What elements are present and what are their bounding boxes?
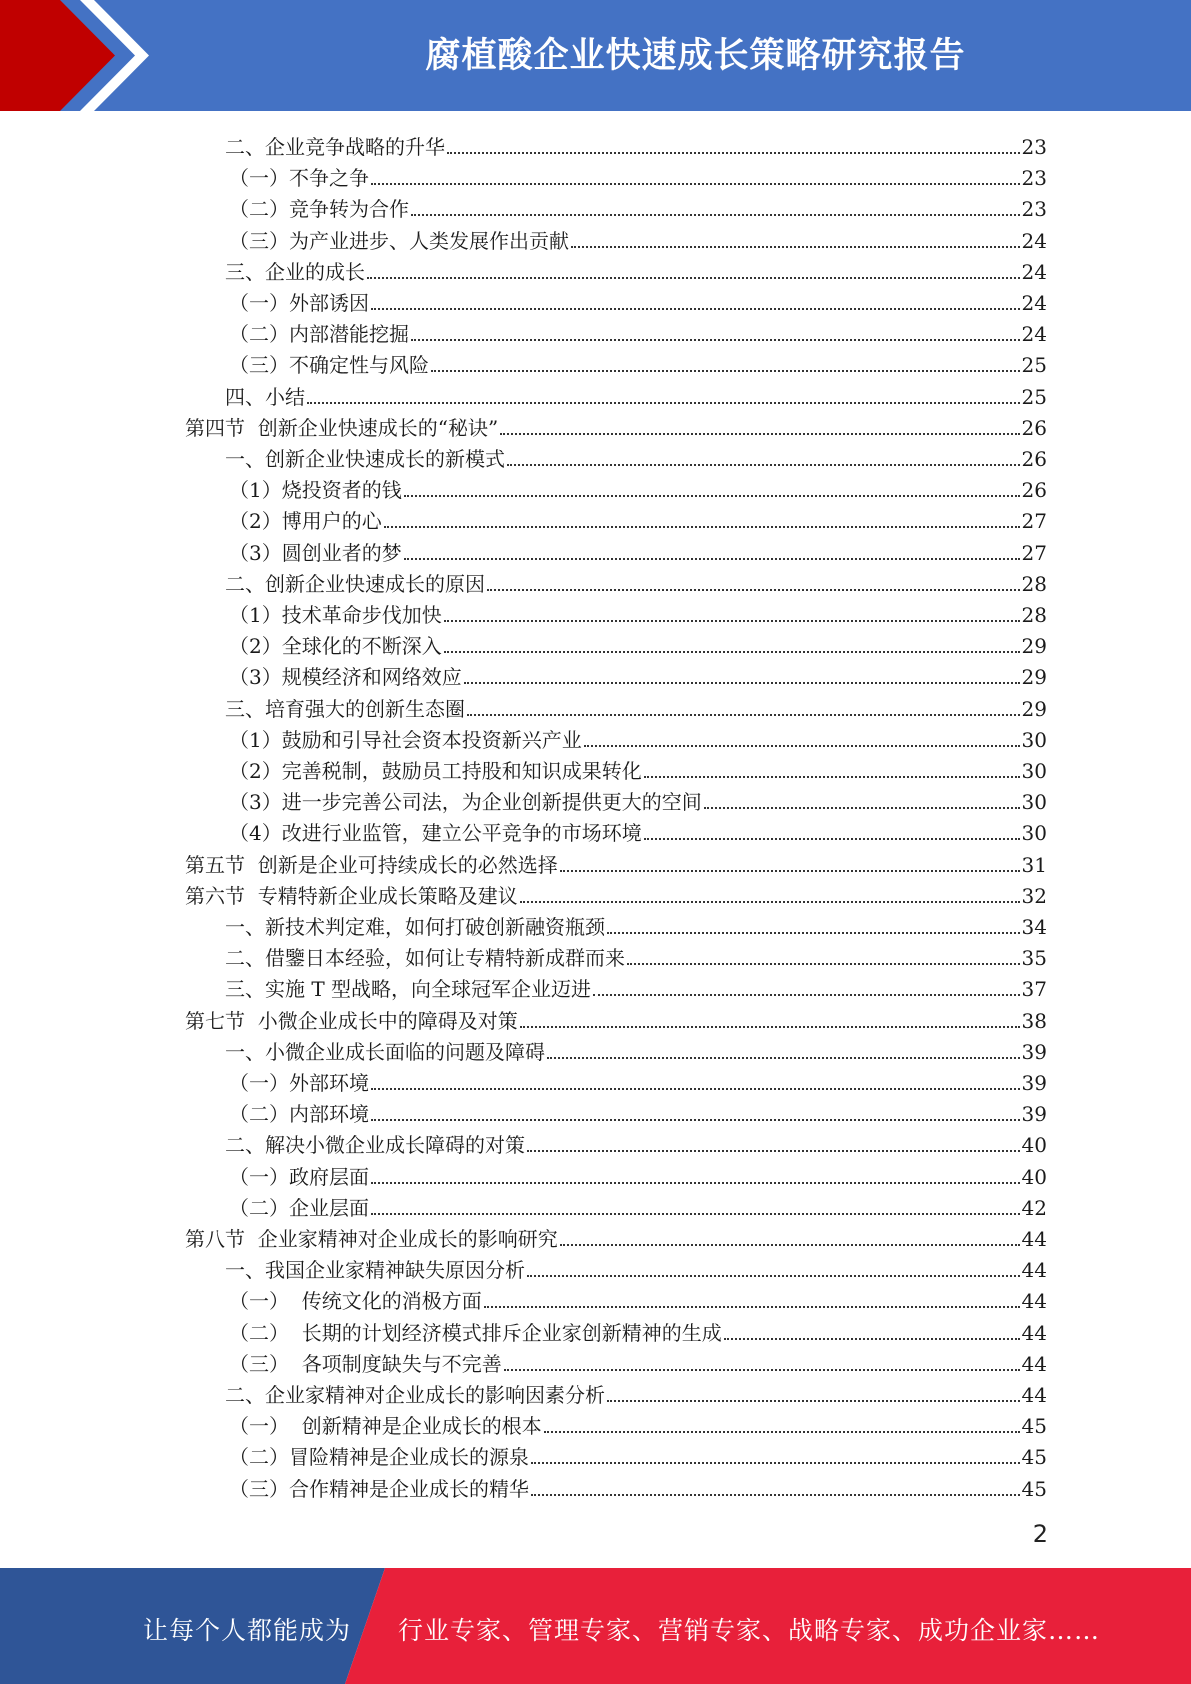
toc-entry-label: 第五节 创新是企业可持续成长的必然选择 <box>185 853 558 877</box>
toc-entry-label: 二、解决小微企业成长障碍的对策 <box>225 1133 525 1157</box>
toc-leader-dots <box>724 1338 1020 1340</box>
toc-entry-label: （一）政府层面 <box>229 1165 369 1189</box>
toc-entry-page: 44 <box>1021 1289 1047 1313</box>
toc-leader-dots <box>464 682 1020 684</box>
toc-entry-label: （二）内部环境 <box>229 1102 369 1126</box>
toc-leader-dots <box>411 339 1020 341</box>
toc-entry-label: （2）博用户的心 <box>229 509 382 533</box>
toc-entry-label: 二、企业家精神对企业成长的影响因素分析 <box>225 1383 605 1407</box>
toc-leader-dots <box>584 745 1020 747</box>
toc-leader-dots <box>367 277 1020 279</box>
toc-entry-label: （三）合作精神是企业成长的精华 <box>229 1477 529 1501</box>
toc-entry-label: （一）外部诱因 <box>229 291 369 315</box>
toc-leader-dots <box>607 1400 1020 1402</box>
toc-entry[interactable] <box>229 814 1047 845</box>
toc-entry-label: 一、创新企业快速成长的新模式 <box>225 447 505 471</box>
toc-leader-dots <box>571 246 1020 248</box>
toc-entry-label: （二）内部潜能挖掘 <box>229 322 409 346</box>
toc-entry-page: 44 <box>1021 1227 1047 1251</box>
toc-entry-page: 40 <box>1021 1165 1047 1189</box>
toc-entry[interactable] <box>229 721 1047 752</box>
toc-entry-page: 35 <box>1021 946 1047 970</box>
toc-entry[interactable] <box>225 1033 1047 1064</box>
toc-leader-dots <box>404 558 1020 560</box>
toc-entry-label: 三、培育强大的创新生态圈 <box>225 697 465 721</box>
toc-leader-dots <box>371 1182 1020 1184</box>
toc-leader-dots <box>527 1275 1020 1277</box>
toc-entry-page: 23 <box>1021 197 1047 221</box>
toc-entry-page: 25 <box>1021 353 1047 377</box>
toc-entry-page: 30 <box>1021 821 1047 845</box>
toc-entry-page: 30 <box>1021 728 1047 752</box>
toc-leader-dots <box>404 495 1020 497</box>
toc-entry[interactable] <box>229 1189 1047 1220</box>
toc-entry[interactable] <box>229 596 1047 627</box>
toc-entry-page: 44 <box>1021 1258 1047 1282</box>
toc-entry[interactable] <box>229 1438 1047 1469</box>
toc-entry-page: 29 <box>1021 665 1047 689</box>
toc-leader-dots <box>371 1088 1020 1090</box>
toc-entry[interactable] <box>229 1064 1047 1095</box>
toc-entry-label: 二、创新企业快速成长的原因 <box>225 572 485 596</box>
toc-leader-dots <box>607 932 1020 934</box>
toc-entry-page: 25 <box>1021 385 1047 409</box>
toc-leader-dots <box>520 901 1020 903</box>
toc-leader-dots <box>444 651 1020 653</box>
toc-entry-label: （二）冒险精神是企业成长的源泉 <box>229 1445 529 1469</box>
toc-entry-label: 第七节 小微企业成长中的障碍及对策 <box>185 1009 518 1033</box>
toc-entry-label: 第六节 专精特新企业成长策略及建议 <box>185 884 518 908</box>
toc-entry-page: 26 <box>1021 416 1047 440</box>
toc-entry[interactable] <box>229 502 1047 533</box>
toc-leader-dots <box>560 1244 1020 1246</box>
toc-entry-page: 29 <box>1021 697 1047 721</box>
toc-entry-page: 45 <box>1021 1445 1047 1469</box>
toc-entry[interactable] <box>225 253 1047 284</box>
toc-leader-dots <box>371 1119 1020 1121</box>
toc-entry[interactable] <box>229 1470 1047 1501</box>
toc-entry-page: 31 <box>1021 853 1047 877</box>
toc-entry-page: 44 <box>1021 1321 1047 1345</box>
toc-entry-label: （二）企业层面 <box>229 1196 369 1220</box>
toc-entry-label: （1）技术革命步伐加快 <box>229 603 442 627</box>
toc-leader-dots <box>544 1431 1020 1433</box>
toc-entry-label: （3）圆创业者的梦 <box>229 541 402 565</box>
toc-leader-dots <box>504 1369 1020 1371</box>
toc-leader-dots <box>371 183 1020 185</box>
toc-entry-page: 42 <box>1021 1196 1047 1220</box>
toc-entry[interactable] <box>225 128 1047 159</box>
footer-slogan-left: 让每个人都能成为 <box>143 1616 352 1645</box>
toc-leader-dots <box>431 370 1020 372</box>
toc-entry-page: 32 <box>1021 884 1047 908</box>
toc-entry-label: （4）改进行业监管，建立公平竞争的市场环境 <box>229 821 642 845</box>
toc-leader-dots <box>307 402 1020 404</box>
toc-entry[interactable] <box>225 908 1047 939</box>
toc-entry-page: 34 <box>1021 915 1047 939</box>
toc-entry[interactable] <box>185 846 1047 877</box>
toc-entry[interactable] <box>225 565 1047 596</box>
toc-entry-page: 40 <box>1021 1133 1047 1157</box>
toc-entry[interactable] <box>185 409 1047 440</box>
toc-entry-page: 30 <box>1021 790 1047 814</box>
toc-leader-dots <box>507 464 1020 466</box>
toc-entry-label: （3）进一步完善公司法，为企业创新提供更大的空间 <box>229 790 702 814</box>
toc-entry-page: 24 <box>1021 322 1047 346</box>
toc-entry[interactable] <box>229 658 1047 689</box>
toc-entry-page: 26 <box>1021 478 1047 502</box>
toc-entry[interactable] <box>229 1158 1047 1189</box>
toc-entry-page: 27 <box>1021 509 1047 533</box>
toc-entry[interactable] <box>225 1376 1047 1407</box>
toc-leader-dots <box>704 807 1020 809</box>
toc-entry[interactable] <box>229 627 1047 658</box>
toc-entry-label: （一）不争之争 <box>229 166 369 190</box>
footer-slogan-right: 行业专家、管理专家、营销专家、战略专家、成功企业家…… <box>398 1616 1101 1645</box>
toc-entry[interactable] <box>225 1126 1047 1157</box>
toc-entry[interactable] <box>229 1407 1047 1438</box>
toc-entry-page: 28 <box>1021 572 1047 596</box>
toc-entry[interactable] <box>225 690 1047 721</box>
toc-leader-dots <box>467 714 1020 716</box>
toc-entry-label: （三）不确定性与风险 <box>229 353 429 377</box>
toc-entry-page: 37 <box>1021 977 1047 1001</box>
toc-entry-page: 30 <box>1021 759 1047 783</box>
toc-entry[interactable] <box>229 1282 1047 1313</box>
toc-entry-label: （一） 创新精神是企业成长的根本 <box>229 1414 542 1438</box>
toc-leader-dots <box>447 152 1020 154</box>
toc-leader-dots <box>384 526 1020 528</box>
toc-entry-label: （2）全球化的不断深入 <box>229 634 442 658</box>
toc-leader-dots <box>644 776 1020 778</box>
toc-entry[interactable] <box>225 1251 1047 1282</box>
toc-leader-dots <box>444 620 1020 622</box>
toc-entry-page: 28 <box>1021 603 1047 627</box>
toc-entry[interactable] <box>229 534 1047 565</box>
toc-leader-dots <box>500 433 1019 435</box>
toc-leader-dots <box>371 1213 1020 1215</box>
toc-entry-label: （一）外部环境 <box>229 1071 369 1095</box>
toc-leader-dots <box>627 963 1020 965</box>
toc-entry-label: 二、借鑒日本经验，如何让专精特新成群而来 <box>225 946 625 970</box>
toc-entry-label: （1）鼓励和引导社会资本投资新兴产业 <box>229 728 582 752</box>
toc-entry-label: 二、企业竞争战略的升华 <box>225 135 445 159</box>
toc-entry-page: 24 <box>1021 229 1047 253</box>
toc-entry-page: 44 <box>1021 1383 1047 1407</box>
toc-entry[interactable] <box>225 939 1047 970</box>
toc-entry[interactable] <box>225 378 1047 409</box>
toc-entry-label: （一） 传统文化的消极方面 <box>229 1289 482 1313</box>
toc-leader-dots <box>531 1462 1020 1464</box>
toc-entry[interactable] <box>185 1002 1047 1033</box>
header-chevron-decoration <box>0 0 160 111</box>
toc-entry-label: （三） 各项制度缺失与不完善 <box>229 1352 502 1376</box>
toc-entry[interactable] <box>229 783 1047 814</box>
toc-entry[interactable] <box>229 752 1047 783</box>
toc-entry[interactable] <box>229 315 1047 346</box>
toc-entry[interactable] <box>185 1220 1047 1251</box>
toc-leader-dots <box>487 589 1020 591</box>
toc-entry-page: 45 <box>1021 1414 1047 1438</box>
toc-entry-page: 29 <box>1021 634 1047 658</box>
toc-entry-label: 一、我国企业家精神缺失原因分析 <box>225 1258 525 1282</box>
toc-leader-dots <box>593 994 1019 996</box>
toc-entry-page: 24 <box>1021 291 1047 315</box>
toc-entry-label: 第四节 创新企业快速成长的“秘诀” <box>185 416 499 440</box>
toc-entry-page: 39 <box>1021 1040 1047 1064</box>
toc-entry-page: 44 <box>1021 1352 1047 1376</box>
toc-entry[interactable] <box>229 190 1047 221</box>
toc-entry[interactable] <box>229 346 1047 377</box>
toc-entry-label: 三、实施 T 型战略，向全球冠军企业迈进 <box>225 977 592 1001</box>
toc-entry-page: 39 <box>1021 1102 1047 1126</box>
toc-entry-page: 24 <box>1021 260 1047 284</box>
toc-entry-label: （2）完善税制，鼓励员工持股和知识成果转化 <box>229 759 642 783</box>
toc-leader-dots <box>527 1150 1020 1152</box>
toc-entry-page: 39 <box>1021 1071 1047 1095</box>
toc-entry-label: （二） 长期的计划经济模式排斥企业家创新精神的生成 <box>229 1321 722 1345</box>
toc-entry[interactable] <box>229 1095 1047 1126</box>
toc-entry[interactable] <box>229 222 1047 253</box>
toc-leader-dots <box>644 838 1020 840</box>
toc-leader-dots <box>547 1057 1020 1059</box>
toc-entry-label: 第八节 企业家精神对企业成长的影响研究 <box>185 1227 558 1251</box>
toc-entry[interactable] <box>225 440 1047 471</box>
toc-entry-page: 45 <box>1021 1477 1047 1501</box>
toc-leader-dots <box>520 1026 1020 1028</box>
toc-leader-dots <box>371 308 1020 310</box>
toc-entry[interactable] <box>229 471 1047 502</box>
toc-entry[interactable] <box>225 970 1047 1001</box>
toc-entry-label: 一、新技术判定难，如何打破创新融资瓶颈 <box>225 915 605 939</box>
toc-entry-page: 26 <box>1021 447 1047 471</box>
toc-entry-label: 三、企业的成长 <box>225 260 365 284</box>
report-title: 腐植酸企业快速成长策略研究报告 <box>425 36 966 76</box>
toc-entry-page: 27 <box>1021 541 1047 565</box>
toc-entry-label: 一、小微企业成长面临的问题及障碍 <box>225 1040 545 1064</box>
toc-entry-label: （1）烧投资者的钱 <box>229 478 402 502</box>
toc-entry[interactable] <box>229 1345 1047 1376</box>
toc-leader-dots <box>560 870 1020 872</box>
page-number: 2 <box>1032 1520 1048 1548</box>
toc-entry-label: （二）竞争转为合作 <box>229 197 409 221</box>
toc-entry-label: 四、小结 <box>225 385 305 409</box>
toc-entry-page: 38 <box>1021 1009 1047 1033</box>
toc-entry-page: 23 <box>1021 166 1047 190</box>
toc-entry-label: （3）规模经济和网络效应 <box>229 665 462 689</box>
toc-entry-label: （三）为产业进步、人类发展作出贡献 <box>229 229 569 253</box>
toc-leader-dots <box>411 214 1020 216</box>
toc-leader-dots <box>484 1306 1020 1308</box>
toc-entry[interactable] <box>229 159 1047 190</box>
toc-entry-page: 23 <box>1021 135 1047 159</box>
toc-entry[interactable] <box>229 284 1047 315</box>
toc-entry[interactable] <box>229 1314 1047 1345</box>
toc-leader-dots <box>531 1494 1020 1496</box>
toc-entry[interactable] <box>185 877 1047 908</box>
header-band <box>0 0 1191 111</box>
